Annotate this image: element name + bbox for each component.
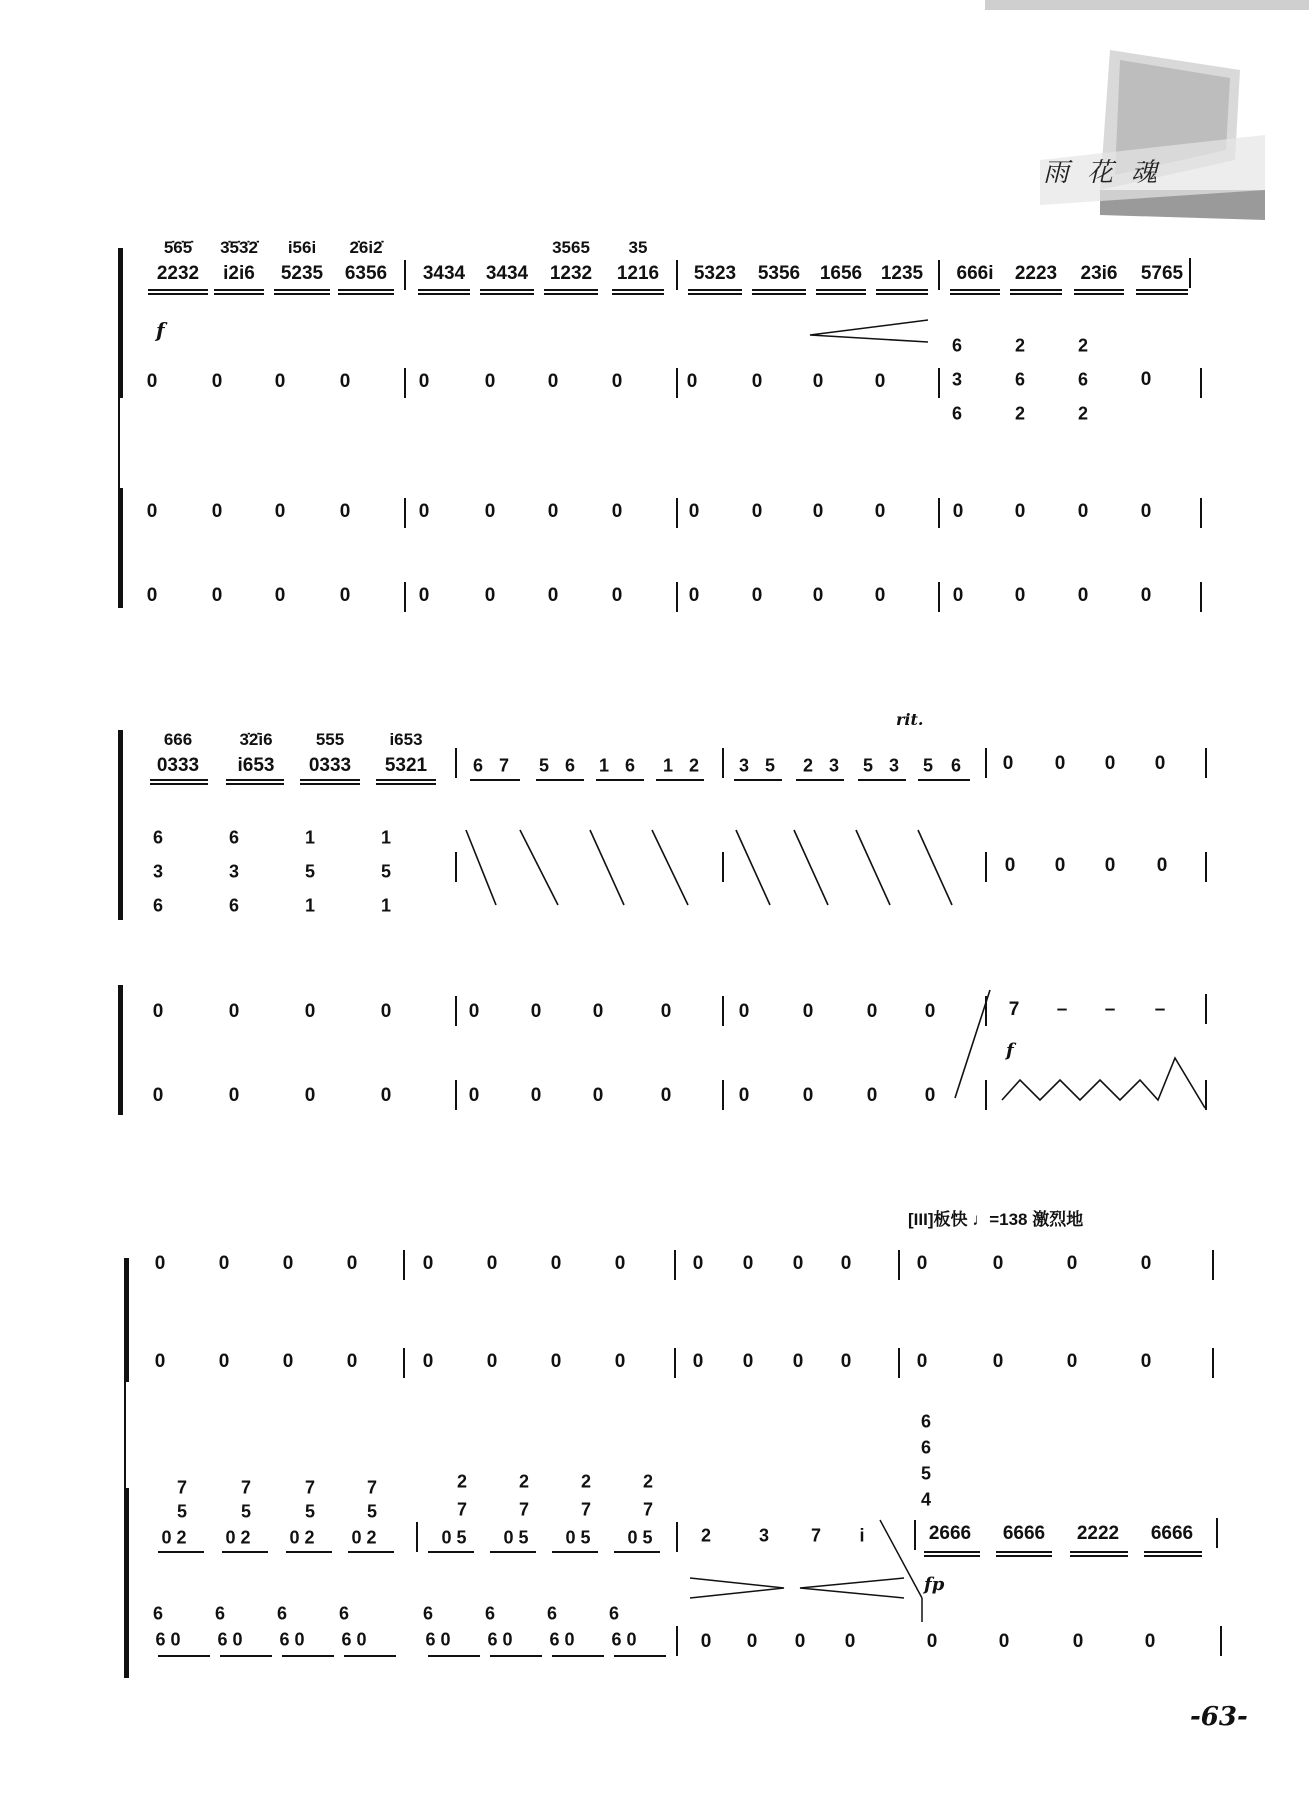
tremolo-note: 3 bbox=[738, 755, 750, 776]
chord-note: 6 bbox=[920, 1437, 932, 1458]
tremolo-note: 5 bbox=[538, 755, 550, 776]
rest-zero: 0 bbox=[926, 1631, 938, 1652]
rest-zero: 0 bbox=[1066, 1351, 1078, 1372]
rest-zero: 0 bbox=[152, 1085, 164, 1106]
rest-zero: 0 bbox=[992, 1253, 1004, 1274]
accent-note: 7 bbox=[176, 1477, 188, 1498]
rest-zero: 0 bbox=[802, 1085, 814, 1106]
rest-zero: 0 bbox=[916, 1253, 928, 1274]
rest-zero: 0 bbox=[1140, 369, 1152, 390]
melody-note-group: 1232 bbox=[549, 263, 593, 284]
rest-zero: 0 bbox=[660, 1001, 672, 1022]
note-pair: 6 0 bbox=[155, 1629, 181, 1650]
rest-zero: 0 bbox=[339, 371, 351, 392]
rest-zero: 0 bbox=[1054, 855, 1066, 876]
rest-zero: 0 bbox=[547, 585, 559, 606]
rest-zero: 0 bbox=[339, 501, 351, 522]
note: 6 bbox=[338, 1603, 350, 1624]
chord-note: 1 bbox=[304, 827, 316, 848]
upper-note-group: i56i bbox=[287, 238, 317, 257]
note-pair: 6 0 bbox=[549, 1629, 575, 1650]
melody-note-group: 23i6 bbox=[1080, 263, 1118, 284]
rest-zero: 0 bbox=[1077, 585, 1089, 606]
tremolo-note: 2 bbox=[802, 755, 814, 776]
rest-zero: 0 bbox=[550, 1253, 562, 1274]
dynamic-fp: fp bbox=[924, 1574, 945, 1595]
piece-title: 雨花魂 bbox=[1043, 158, 1176, 188]
tremolo-note: 7 bbox=[810, 1525, 822, 1546]
tremolo-note: 3 bbox=[828, 755, 840, 776]
accent-note: 7 bbox=[240, 1477, 252, 1498]
rest-zero: 0 bbox=[1156, 855, 1168, 876]
rest-zero: 0 bbox=[1077, 501, 1089, 522]
rest-zero: 0 bbox=[274, 371, 286, 392]
rest-zero: 0 bbox=[146, 371, 158, 392]
rest-zero: 0 bbox=[380, 1085, 392, 1106]
rest-zero: 0 bbox=[484, 371, 496, 392]
rest-zero: 0 bbox=[1014, 585, 1026, 606]
rest-zero: 0 bbox=[611, 585, 623, 606]
melody-note-group: i2i6 bbox=[223, 263, 255, 284]
note-group: 2222 bbox=[1076, 1523, 1120, 1544]
accent-note: 2 bbox=[518, 1471, 530, 1492]
rest-zero: 0 bbox=[866, 1001, 878, 1022]
tremolo-note: 1 bbox=[598, 755, 610, 776]
rest-zero: 0 bbox=[1066, 1253, 1078, 1274]
note-pair: 0 2 bbox=[351, 1527, 377, 1548]
rest-zero: 0 bbox=[530, 1001, 542, 1022]
rest-zero: 0 bbox=[154, 1253, 166, 1274]
tremolo-note: 2 bbox=[688, 755, 700, 776]
rest-zero: 0 bbox=[1104, 855, 1116, 876]
rest-zero: 0 bbox=[304, 1001, 316, 1022]
chord-note: 6 bbox=[951, 335, 963, 356]
tremolo-note: 2 bbox=[700, 1525, 712, 1546]
tremolo-note: 3 bbox=[888, 755, 900, 776]
rest-zero: 0 bbox=[418, 501, 430, 522]
chord-note: 2 bbox=[1014, 335, 1026, 356]
rest-zero: 0 bbox=[688, 585, 700, 606]
note-pair: 0 5 bbox=[441, 1527, 467, 1548]
note-pair: 6 0 bbox=[487, 1629, 513, 1650]
rest-zero: 0 bbox=[218, 1253, 230, 1274]
tremolo-note: 3 bbox=[758, 1525, 770, 1546]
chord-note: 6 bbox=[152, 827, 164, 848]
chord-note: 6 bbox=[1014, 369, 1026, 390]
melody-note-group: 666i bbox=[956, 263, 994, 284]
chord-note: 6 bbox=[1077, 369, 1089, 390]
rest-zero: 0 bbox=[1140, 1351, 1152, 1372]
rest-zero: 0 bbox=[812, 501, 824, 522]
melody-note-group: 0333 bbox=[156, 755, 200, 776]
upper-note-group: 5̇6̇5̇ bbox=[163, 238, 193, 257]
rest-zero: 0 bbox=[1054, 753, 1066, 774]
note-pair: 0 2 bbox=[161, 1527, 187, 1548]
rest-zero: 0 bbox=[660, 1085, 672, 1106]
rest-zero: 0 bbox=[422, 1253, 434, 1274]
rest-zero: 0 bbox=[274, 585, 286, 606]
rest-zero: 0 bbox=[742, 1253, 754, 1274]
note-group: 6666 bbox=[1150, 1523, 1194, 1544]
melody-note-group: 3434 bbox=[422, 263, 466, 284]
note-pair: 6 0 bbox=[279, 1629, 305, 1650]
melody-note-group: 5321 bbox=[384, 755, 428, 776]
rest-zero: 0 bbox=[304, 1085, 316, 1106]
rest-zero: 0 bbox=[916, 1351, 928, 1372]
rit-marking: rit. bbox=[896, 710, 924, 729]
rest-zero: 0 bbox=[792, 1253, 804, 1274]
chord-note: 5 bbox=[380, 861, 392, 882]
rest-zero: 0 bbox=[486, 1351, 498, 1372]
note: 6 bbox=[276, 1603, 288, 1624]
rest-zero: 0 bbox=[614, 1253, 626, 1274]
upper-note-group: 666 bbox=[163, 730, 193, 749]
note: 7 bbox=[580, 1499, 592, 1520]
rest-zero: 0 bbox=[211, 371, 223, 392]
upper-note-group: 2̇6i2̇ bbox=[349, 238, 383, 257]
rest-zero: 0 bbox=[274, 501, 286, 522]
rest-zero: 0 bbox=[686, 371, 698, 392]
rest-zero: 0 bbox=[751, 501, 763, 522]
note-pair: 0 5 bbox=[627, 1527, 653, 1548]
chord-note: 3 bbox=[152, 861, 164, 882]
rest-zero: 0 bbox=[1004, 855, 1016, 876]
rest-zero: 0 bbox=[952, 501, 964, 522]
rest-zero: 0 bbox=[840, 1253, 852, 1274]
chord-note: 5 bbox=[304, 861, 316, 882]
rest-zero: 0 bbox=[154, 1351, 166, 1372]
melody-note-group: 5356 bbox=[757, 263, 801, 284]
note-pair: 0 5 bbox=[565, 1527, 591, 1548]
rest-zero: 0 bbox=[484, 501, 496, 522]
rest-zero: 0 bbox=[486, 1253, 498, 1274]
rest-zero: 0 bbox=[700, 1631, 712, 1652]
rest-zero: 0 bbox=[924, 1085, 936, 1106]
chord-note: 1 bbox=[380, 827, 392, 848]
tremolo-note: 7 bbox=[498, 755, 510, 776]
melody-note-group: 5235 bbox=[280, 263, 324, 284]
rest-zero: 0 bbox=[742, 1351, 754, 1372]
melody-note-group: 2232 bbox=[156, 263, 200, 284]
rest-zero: 0 bbox=[924, 1001, 936, 1022]
note-pair: 0 2 bbox=[289, 1527, 315, 1548]
note-pair: 0 5 bbox=[503, 1527, 529, 1548]
rest-zero: 0 bbox=[211, 501, 223, 522]
sustain-note: – bbox=[1104, 999, 1116, 1020]
note: 6 bbox=[152, 1603, 164, 1624]
note-pair: 6 0 bbox=[425, 1629, 451, 1650]
dynamic-forte: f bbox=[156, 318, 165, 342]
rest-zero: 0 bbox=[152, 1001, 164, 1022]
rest-zero: 0 bbox=[346, 1253, 358, 1274]
accent-note: 2 bbox=[580, 1471, 592, 1492]
rest-zero: 0 bbox=[1140, 585, 1152, 606]
upper-note-group: 555 bbox=[315, 730, 345, 749]
rest-zero: 0 bbox=[874, 585, 886, 606]
rest-zero: 0 bbox=[218, 1351, 230, 1372]
accent-note: 2 bbox=[456, 1471, 468, 1492]
tremolo-note: 6 bbox=[950, 755, 962, 776]
rest-zero: 0 bbox=[1140, 1253, 1152, 1274]
sustain-note: 7 bbox=[1008, 999, 1020, 1020]
rest-zero: 0 bbox=[692, 1253, 704, 1274]
note: 6 bbox=[546, 1603, 558, 1624]
upper-note-group: 3565 bbox=[552, 238, 590, 257]
rest-zero: 0 bbox=[738, 1085, 750, 1106]
tremolo-note: 5 bbox=[862, 755, 874, 776]
chord-note: 6 bbox=[228, 827, 240, 848]
rest-zero: 0 bbox=[418, 585, 430, 606]
note-group: 2666 bbox=[928, 1523, 972, 1544]
melody-note-group: 5323 bbox=[693, 263, 737, 284]
rest-zero: 0 bbox=[952, 585, 964, 606]
rest-zero: 0 bbox=[792, 1351, 804, 1372]
chord-note: 3 bbox=[228, 861, 240, 882]
rest-zero: 0 bbox=[282, 1253, 294, 1274]
rest-zero: 0 bbox=[484, 585, 496, 606]
note: 5 bbox=[240, 1501, 252, 1522]
melody-note-group: 6356 bbox=[344, 263, 388, 284]
chord-note: 6 bbox=[920, 1411, 932, 1432]
rest-zero: 0 bbox=[692, 1351, 704, 1372]
note-pair: 6 0 bbox=[341, 1629, 367, 1650]
chord-note: 5 bbox=[920, 1463, 932, 1484]
rest-zero: 0 bbox=[530, 1085, 542, 1106]
tremolo-note: 6 bbox=[624, 755, 636, 776]
rest-zero: 0 bbox=[614, 1351, 626, 1372]
rest-zero: 0 bbox=[146, 585, 158, 606]
chord-note: 2 bbox=[1077, 335, 1089, 356]
chord-note: 6 bbox=[228, 895, 240, 916]
rest-zero: 0 bbox=[468, 1085, 480, 1106]
tremolo-note: 5 bbox=[922, 755, 934, 776]
tremolo-note: 1 bbox=[662, 755, 674, 776]
rest-zero: 0 bbox=[611, 371, 623, 392]
rest-zero: 0 bbox=[228, 1085, 240, 1106]
rest-zero: 0 bbox=[211, 585, 223, 606]
chord-note: 3 bbox=[951, 369, 963, 390]
note-pair: 6 0 bbox=[611, 1629, 637, 1650]
rest-zero: 0 bbox=[380, 1001, 392, 1022]
note-group: 6666 bbox=[1002, 1523, 1046, 1544]
chord-note: 2 bbox=[1014, 403, 1026, 424]
rest-zero: 0 bbox=[746, 1631, 758, 1652]
rest-zero: 0 bbox=[550, 1351, 562, 1372]
upper-note-group: 3̇5̇3̇2̇ bbox=[220, 238, 258, 257]
chord-note: 1 bbox=[380, 895, 392, 916]
melody-note-group: 0333 bbox=[308, 755, 352, 776]
rest-zero: 0 bbox=[688, 501, 700, 522]
upper-note-group: 35 bbox=[628, 238, 648, 257]
page-number: -63- bbox=[1190, 1702, 1248, 1732]
rest-zero: 0 bbox=[840, 1351, 852, 1372]
rest-zero: 0 bbox=[794, 1631, 806, 1652]
note: 7 bbox=[642, 1499, 654, 1520]
rest-zero: 0 bbox=[874, 371, 886, 392]
accent-note: 7 bbox=[366, 1477, 378, 1498]
melody-note-group: 1656 bbox=[819, 263, 863, 284]
tremolo-note: 6 bbox=[472, 755, 484, 776]
rest-zero: 0 bbox=[146, 501, 158, 522]
melody-note-group: 1216 bbox=[616, 263, 660, 284]
upper-note-group: i653 bbox=[389, 730, 423, 749]
sustain-note: – bbox=[1056, 999, 1068, 1020]
note-pair: 6 0 bbox=[217, 1629, 243, 1650]
rest-zero: 0 bbox=[468, 1001, 480, 1022]
accent-note: 7 bbox=[304, 1477, 316, 1498]
note: 5 bbox=[304, 1501, 316, 1522]
rest-zero: 0 bbox=[751, 371, 763, 392]
rest-zero: 0 bbox=[592, 1085, 604, 1106]
rest-zero: 0 bbox=[1014, 501, 1026, 522]
rest-zero: 0 bbox=[998, 1631, 1010, 1652]
rest-zero: 0 bbox=[812, 371, 824, 392]
rest-zero: 0 bbox=[1144, 1631, 1156, 1652]
rest-zero: 0 bbox=[547, 501, 559, 522]
chord-note: 4 bbox=[920, 1489, 932, 1510]
rest-zero: 0 bbox=[422, 1351, 434, 1372]
rest-zero: 0 bbox=[751, 585, 763, 606]
accent-note: 2 bbox=[642, 1471, 654, 1492]
tempo-marking: [III]板快 ♩=138 激烈地 bbox=[908, 1210, 1084, 1229]
note: 6 bbox=[484, 1603, 496, 1624]
note: 7 bbox=[456, 1499, 468, 1520]
dynamic-forte: f bbox=[1006, 1040, 1014, 1061]
rest-zero: 0 bbox=[228, 1001, 240, 1022]
rest-zero: 0 bbox=[1140, 501, 1152, 522]
tremolo-note: 5 bbox=[764, 755, 776, 776]
chord-note: 6 bbox=[951, 403, 963, 424]
rest-zero: 0 bbox=[1154, 753, 1166, 774]
rest-zero: 0 bbox=[418, 371, 430, 392]
note: 7 bbox=[518, 1499, 530, 1520]
sustain-note: – bbox=[1154, 999, 1166, 1020]
upper-note-group: 3̇2̇i6 bbox=[239, 730, 273, 749]
note-pair: 0 2 bbox=[225, 1527, 251, 1548]
rest-zero: 0 bbox=[1104, 753, 1116, 774]
rest-zero: 0 bbox=[611, 501, 623, 522]
chord-note: 6 bbox=[152, 895, 164, 916]
rest-zero: 0 bbox=[738, 1001, 750, 1022]
tremolo-note: 6 bbox=[564, 755, 576, 776]
note: 5 bbox=[366, 1501, 378, 1522]
rest-zero: 0 bbox=[992, 1351, 1004, 1372]
rest-zero: 0 bbox=[866, 1085, 878, 1106]
rest-zero: 0 bbox=[1002, 753, 1014, 774]
rest-zero: 0 bbox=[802, 1001, 814, 1022]
melody-note-group: 5765 bbox=[1140, 263, 1184, 284]
note: 5 bbox=[176, 1501, 188, 1522]
chord-note: 2 bbox=[1077, 403, 1089, 424]
note: 6 bbox=[214, 1603, 226, 1624]
note: 6 bbox=[422, 1603, 434, 1624]
note: 6 bbox=[608, 1603, 620, 1624]
tremolo-note: i bbox=[859, 1525, 865, 1546]
melody-note-group: i653 bbox=[237, 755, 275, 776]
melody-note-group: 2223 bbox=[1014, 263, 1058, 284]
rest-zero: 0 bbox=[1072, 1631, 1084, 1652]
rest-zero: 0 bbox=[874, 501, 886, 522]
rest-zero: 0 bbox=[547, 371, 559, 392]
melody-note-group: 1235 bbox=[880, 263, 924, 284]
rest-zero: 0 bbox=[282, 1351, 294, 1372]
rest-zero: 0 bbox=[812, 585, 824, 606]
rest-zero: 0 bbox=[844, 1631, 856, 1652]
rest-zero: 0 bbox=[346, 1351, 358, 1372]
chord-note: 1 bbox=[304, 895, 316, 916]
melody-note-group: 3434 bbox=[485, 263, 529, 284]
rest-zero: 0 bbox=[592, 1001, 604, 1022]
rest-zero: 0 bbox=[339, 585, 351, 606]
